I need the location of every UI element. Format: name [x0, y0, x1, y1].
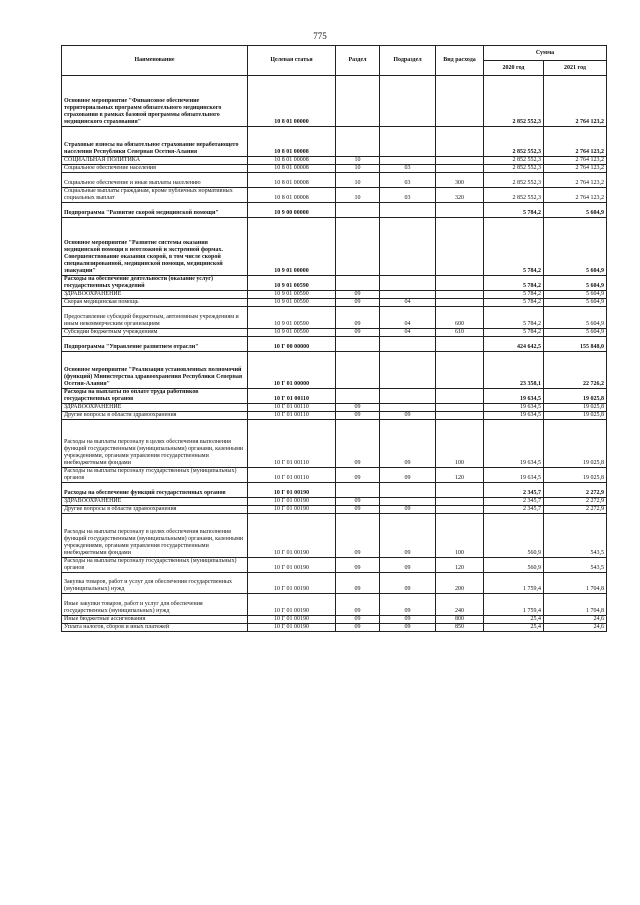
expense-type-code: [436, 299, 484, 307]
amount-2021: 1 704,8: [544, 594, 607, 616]
amount-2021: 19 025,8: [544, 389, 607, 404]
amount-2020: 25,4: [484, 624, 544, 632]
target-code: 10 Г 01 00110: [248, 389, 336, 404]
expense-type-code: 850: [436, 624, 484, 632]
row-name: Расходы на выплаты персоналу государственных (муниципальных) органов: [62, 558, 248, 573]
row-name: Основное мероприятие "Реализация установленных полномочий (функций) Министерства здравоохранения Республики Северная Осетия-Алания": [62, 352, 248, 389]
section-code: [336, 389, 380, 404]
section-code: 09: [336, 299, 380, 307]
amount-2020: 19 634,5: [484, 412, 544, 420]
section-code: 10: [336, 165, 380, 173]
section-code: [336, 337, 380, 352]
row-name: ЗДРАВООХРАНЕНИЕ: [62, 498, 248, 506]
expense-type-code: [436, 127, 484, 157]
target-code: 10 Г 01 00190: [248, 573, 336, 594]
amount-2021: 2 764 123,2: [544, 188, 607, 203]
row-name: Подпрограмма "Развитие скорой медицинской помощи": [62, 203, 248, 218]
subsection-code: [380, 498, 436, 506]
amount-2021: 2 272,9: [544, 506, 607, 514]
row-name: Основное мероприятие "Развитие системы оказания медицинской помощи в неотложной и экстренной формах. Совершенствование оказания скорой, в том числе скорой специализированной, медицинской помощи, медицинской эвакуации": [62, 218, 248, 276]
table-row: [62, 276, 607, 291]
amount-2021: 19 025,8: [544, 420, 607, 468]
page-number: 775: [313, 31, 327, 41]
table-row: [62, 558, 607, 573]
target-code: 10 9 01 00590: [248, 307, 336, 329]
amount-2021: 543,5: [544, 558, 607, 573]
subsection-code: 04: [380, 299, 436, 307]
table-row: [62, 594, 607, 616]
amount-2020: 2 852 552,3: [484, 188, 544, 203]
expense-type-code: [436, 76, 484, 127]
subsection-code: [380, 352, 436, 389]
target-code: 10 Г 01 00190: [248, 558, 336, 573]
subsection-code: [380, 218, 436, 276]
header-2021: 2021 год: [544, 61, 607, 76]
expense-type-code: [436, 498, 484, 506]
subsection-code: 03: [380, 173, 436, 188]
table-row: [62, 291, 607, 299]
expense-type-code: 200: [436, 573, 484, 594]
target-code: 10 9 01 00590: [248, 276, 336, 291]
row-name: Расходы на обеспечение функций государственных органов: [62, 483, 248, 498]
header-sum: Сумма: [484, 46, 607, 61]
expense-type-code: [436, 337, 484, 352]
table-row: [62, 616, 607, 624]
amount-2020: 19 634,5: [484, 389, 544, 404]
section-code: 09: [336, 498, 380, 506]
subsection-code: [380, 127, 436, 157]
table-row: [62, 299, 607, 307]
target-code: 10 9 00 00000: [248, 203, 336, 218]
header-section: Раздел: [336, 46, 380, 76]
row-name: Страховые взносы на обязательное страхование неработающего населения Республики Северная Осетия-Алания: [62, 127, 248, 157]
row-name: Уплата налогов, сборов и иных платежей: [62, 624, 248, 632]
row-name: Подпрограмма "Управление развитием отрасли": [62, 337, 248, 352]
amount-2020: 19 634,5: [484, 404, 544, 412]
row-name: Другие вопросы в области здравоохранения: [62, 412, 248, 420]
amount-2020: 1 759,4: [484, 594, 544, 616]
target-code: 10 Г 01 00000: [248, 352, 336, 389]
section-code: 10: [336, 173, 380, 188]
target-code: 10 9 01 00590: [248, 299, 336, 307]
amount-2021: 543,5: [544, 514, 607, 558]
amount-2020: 2 852 552,3: [484, 173, 544, 188]
subsection-code: 09: [380, 573, 436, 594]
table-row: [62, 173, 607, 188]
amount-2020: 23 358,1: [484, 352, 544, 389]
amount-2020: 2 852 552,3: [484, 127, 544, 157]
expense-type-code: [436, 291, 484, 299]
amount-2021: 2 272,9: [544, 483, 607, 498]
section-code: [336, 276, 380, 291]
expense-type-code: [436, 389, 484, 404]
section-code: 09: [336, 594, 380, 616]
expense-type-code: [436, 218, 484, 276]
subsection-code: [380, 389, 436, 404]
section-code: 09: [336, 558, 380, 573]
target-code: 10 9 01 00000: [248, 218, 336, 276]
expense-type-code: [436, 165, 484, 173]
row-name: Социальное обеспечение и иные выплаты населению: [62, 173, 248, 188]
section-code: 09: [336, 506, 380, 514]
expense-type-code: [436, 203, 484, 218]
table-body: [62, 76, 607, 632]
amount-2020: 2 345,7: [484, 483, 544, 498]
expense-type-code: [436, 276, 484, 291]
subsection-code: [380, 157, 436, 165]
section-code: 09: [336, 616, 380, 624]
section-code: 09: [336, 573, 380, 594]
section-code: 09: [336, 307, 380, 329]
subsection-code: [380, 337, 436, 352]
section-code: [336, 218, 380, 276]
subsection-code: 09: [380, 420, 436, 468]
subsection-code: [380, 76, 436, 127]
section-code: 10: [336, 157, 380, 165]
subsection-code: 04: [380, 329, 436, 337]
table-row: [62, 307, 607, 329]
target-code: 10 9 01 00590: [248, 329, 336, 337]
subsection-code: 04: [380, 307, 436, 329]
subsection-code: 09: [380, 558, 436, 573]
expense-type-code: 120: [436, 468, 484, 483]
row-name: Предоставление субсидий бюджетным, автономным учреждениям и иным некоммерческим организациям: [62, 307, 248, 329]
amount-2020: 5 784,2: [484, 203, 544, 218]
amount-2021: 5 604,9: [544, 276, 607, 291]
subsection-code: [380, 404, 436, 412]
target-code: 10 9 01 00590: [248, 291, 336, 299]
subsection-code: [380, 203, 436, 218]
table-row: [62, 498, 607, 506]
expense-type-code: [436, 483, 484, 498]
amount-2020: 5 784,2: [484, 276, 544, 291]
row-name: Субсидии бюджетным учреждениям: [62, 329, 248, 337]
amount-2020: 2 852 552,3: [484, 165, 544, 173]
expense-type-code: 240: [436, 594, 484, 616]
subsection-code: 09: [380, 624, 436, 632]
section-code: 09: [336, 420, 380, 468]
amount-2021: 2 272,9: [544, 498, 607, 506]
table-row: [62, 573, 607, 594]
amount-2021: 5 604,9: [544, 218, 607, 276]
amount-2020: 1 759,4: [484, 573, 544, 594]
table-row: [62, 127, 607, 157]
target-code: 10 Г 01 00190: [248, 624, 336, 632]
subsection-code: 03: [380, 165, 436, 173]
subsection-code: 03: [380, 188, 436, 203]
table-row: [62, 468, 607, 483]
row-name: Иные бюджетные ассигнования: [62, 616, 248, 624]
target-code: 10 8 01 00008: [248, 165, 336, 173]
table-row: [62, 514, 607, 558]
amount-2021: 5 604,9: [544, 291, 607, 299]
subsection-code: 09: [380, 594, 436, 616]
target-code: 10 Г 01 00190: [248, 594, 336, 616]
amount-2021: 19 025,8: [544, 468, 607, 483]
amount-2021: 19 025,8: [544, 412, 607, 420]
table-row: [62, 157, 607, 165]
expense-type-code: 800: [436, 616, 484, 624]
budget-table: [61, 45, 607, 632]
target-code: 10 8 01 00008: [248, 188, 336, 203]
section-code: 09: [336, 291, 380, 299]
section-code: 09: [336, 514, 380, 558]
amount-2021: 5 604,9: [544, 307, 607, 329]
target-code: 10 Г 00 00000: [248, 337, 336, 352]
amount-2020: 5 784,2: [484, 218, 544, 276]
amount-2020: 2 852 552,3: [484, 157, 544, 165]
target-code: 10 Г 01 00190: [248, 483, 336, 498]
target-code: 10 Г 01 00190: [248, 616, 336, 624]
table-row: [62, 506, 607, 514]
amount-2021: 2 764 123,2: [544, 157, 607, 165]
target-code: 10 Г 01 00190: [248, 506, 336, 514]
expense-type-code: 320: [436, 188, 484, 203]
amount-2021: 2 764 123,2: [544, 76, 607, 127]
subsection-code: [380, 483, 436, 498]
row-name: Социальное обеспечение населения: [62, 165, 248, 173]
amount-2020: 2 852 552,3: [484, 76, 544, 127]
row-name: Расходы на обеспечение деятельности (оказание услуг) государственных учреждений: [62, 276, 248, 291]
section-code: [336, 483, 380, 498]
target-code: 10 8 01 00008: [248, 157, 336, 165]
row-name: Расходы на выплаты по оплате труда работников государственных органов: [62, 389, 248, 404]
header-subsection: Подраздел: [380, 46, 436, 76]
row-name: ЗДРАВООХРАНЕНИЕ: [62, 404, 248, 412]
amount-2020: 19 634,5: [484, 420, 544, 468]
amount-2020: 5 784,2: [484, 291, 544, 299]
amount-2020: 19 634,5: [484, 468, 544, 483]
amount-2020: 5 784,2: [484, 329, 544, 337]
expense-type-code: [436, 412, 484, 420]
target-code: 10 Г 01 00110: [248, 420, 336, 468]
subsection-code: 09: [380, 616, 436, 624]
row-name: Скорая медицинская помощь: [62, 299, 248, 307]
amount-2021: 155 848,0: [544, 337, 607, 352]
amount-2020: 560,9: [484, 514, 544, 558]
target-code: 10 Г 01 00110: [248, 412, 336, 420]
section-code: [336, 352, 380, 389]
header-name: Наименование: [62, 46, 248, 76]
target-code: 10 8 01 00008: [248, 127, 336, 157]
expense-type-code: [436, 506, 484, 514]
expense-type-code: 600: [436, 307, 484, 329]
table-row: [62, 329, 607, 337]
amount-2020: 2 345,7: [484, 498, 544, 506]
amount-2021: 5 604,9: [544, 299, 607, 307]
table-row: [62, 404, 607, 412]
expense-type-code: [436, 157, 484, 165]
table-row: [62, 188, 607, 203]
table-row: [62, 218, 607, 276]
table-row: [62, 165, 607, 173]
subsection-code: 09: [380, 506, 436, 514]
amount-2020: 5 784,2: [484, 299, 544, 307]
table-row: [62, 624, 607, 632]
section-code: 09: [336, 624, 380, 632]
section-code: 09: [336, 412, 380, 420]
table-row: [62, 412, 607, 420]
amount-2020: 2 345,7: [484, 506, 544, 514]
table-row: [62, 389, 607, 404]
amount-2020: 560,9: [484, 558, 544, 573]
row-name: Основное мероприятие "Финансовое обеспечение территориальных программ обязательного медицинского страхования в рамках базовой программы обязательного медицинского страхования": [62, 76, 248, 127]
expense-type-code: 300: [436, 173, 484, 188]
amount-2021: 1 704,8: [544, 573, 607, 594]
section-code: 09: [336, 329, 380, 337]
expense-type-code: [436, 352, 484, 389]
amount-2021: 2 764 123,2: [544, 173, 607, 188]
section-code: [336, 127, 380, 157]
section-code: 09: [336, 404, 380, 412]
header-expense-type: Вид расхода: [436, 46, 484, 76]
expense-type-code: 610: [436, 329, 484, 337]
amount-2020: 424 642,5: [484, 337, 544, 352]
target-code: 10 Г 01 00110: [248, 468, 336, 483]
amount-2021: 5 604,9: [544, 329, 607, 337]
expense-type-code: 100: [436, 514, 484, 558]
table-row: [62, 337, 607, 352]
expense-type-code: 100: [436, 420, 484, 468]
amount-2021: 24,6: [544, 616, 607, 624]
row-name: Расходы на выплаты персоналу в целях обеспечения выполнения функций государственными (муниципальными) органами, казенными учреждениями, органами управления государственными внебюджетными фондами: [62, 420, 248, 468]
table-row: [62, 352, 607, 389]
amount-2020: 25,4: [484, 616, 544, 624]
table-row: [62, 483, 607, 498]
subsection-code: [380, 276, 436, 291]
row-name: Социальные выплаты гражданам, кроме публичных нормативных социальных выплат: [62, 188, 248, 203]
subsection-code: [380, 291, 436, 299]
target-code: 10 Г 01 00190: [248, 498, 336, 506]
row-name: Иные закупки товаров, работ и услуг для обеспечения государственных (муниципальных) нужд: [62, 594, 248, 616]
row-name: Закупка товаров, работ и услуг для обеспечения государственных (муниципальных) нужд: [62, 573, 248, 594]
section-code: [336, 203, 380, 218]
header-row: [62, 46, 607, 61]
target-code: 10 8 01 00000: [248, 76, 336, 127]
expense-type-code: 120: [436, 558, 484, 573]
amount-2021: 2 764 123,2: [544, 165, 607, 173]
table-row: [62, 76, 607, 127]
row-name: Расходы на выплаты персоналу государственных (муниципальных) органов: [62, 468, 248, 483]
target-code: 10 8 01 00008: [248, 173, 336, 188]
row-name: СОЦИАЛЬНАЯ ПОЛИТИКА: [62, 157, 248, 165]
row-name: ЗДРАВООХРАНЕНИЕ: [62, 291, 248, 299]
row-name: Расходы на выплаты персоналу в целях обеспечения выполнения функций государственными (муниципальными) органами, казенными учреждениями, органами управления государственными внебюджетными фондами: [62, 514, 248, 558]
target-code: 10 Г 01 00110: [248, 404, 336, 412]
table-row: [62, 420, 607, 468]
header-2020: 2020 год: [484, 61, 544, 76]
section-code: 09: [336, 468, 380, 483]
subsection-code: 09: [380, 412, 436, 420]
row-name: Другие вопросы в области здравоохранения: [62, 506, 248, 514]
section-code: 10: [336, 188, 380, 203]
subsection-code: 09: [380, 514, 436, 558]
expense-type-code: [436, 404, 484, 412]
amount-2021: 24,6: [544, 624, 607, 632]
subsection-code: 09: [380, 468, 436, 483]
table-row: [62, 203, 607, 218]
section-code: [336, 76, 380, 127]
amount-2021: 22 726,2: [544, 352, 607, 389]
amount-2021: 2 764 123,2: [544, 127, 607, 157]
amount-2021: 5 604,9: [544, 203, 607, 218]
header-target: Целевая статья: [248, 46, 336, 76]
amount-2021: 19 025,8: [544, 404, 607, 412]
amount-2020: 5 784,2: [484, 307, 544, 329]
target-code: 10 Г 01 00190: [248, 514, 336, 558]
